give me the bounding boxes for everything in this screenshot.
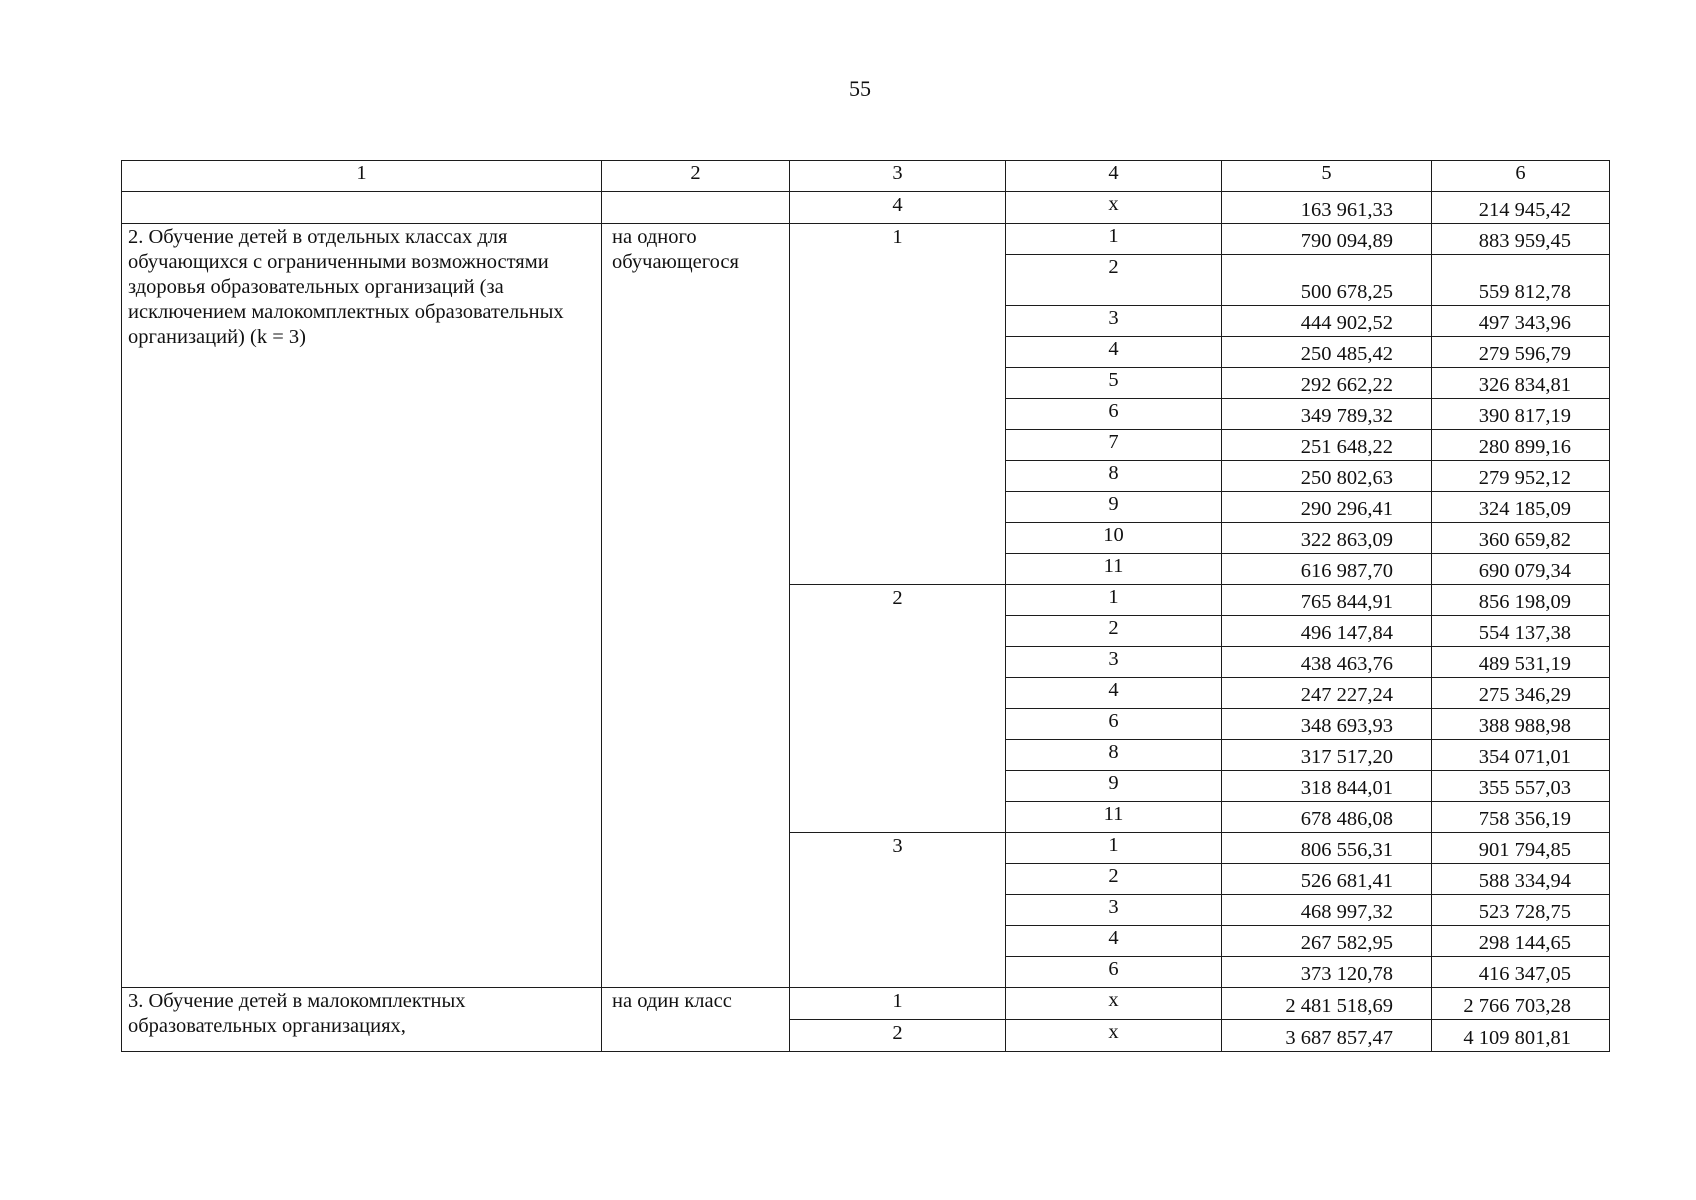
level-cell: 2 (790, 585, 1006, 833)
header-cell: 6 (1432, 161, 1610, 192)
header-cell: 4 (1006, 161, 1222, 192)
value-col6: 554 137,38 (1432, 616, 1610, 647)
section2-title: 2. Обучение детей в отдельных классах для обучающихся с ограниченными возможностями здоровья образовательных организаций (за исключением малокомплектных образовательных организаций) (k = 3) (122, 224, 602, 988)
grade-cell: x (1006, 192, 1222, 224)
grade-cell: 1 (1006, 833, 1222, 864)
value-col6: 4 109 801,81 (1432, 1020, 1610, 1052)
value-col5: 322 863,09 (1222, 523, 1432, 554)
table-row (122, 988, 1610, 1020)
value-col6: 559 812,78 (1432, 255, 1610, 306)
value-col6: 355 557,03 (1432, 771, 1610, 802)
value-col5: 373 120,78 (1222, 957, 1432, 988)
grade-cell: 8 (1006, 461, 1222, 492)
grade-cell: 3 (1006, 895, 1222, 926)
value-col5: 247 227,24 (1222, 678, 1432, 709)
grade-cell: 11 (1006, 802, 1222, 833)
value-col5: 500 678,25 (1222, 255, 1432, 306)
level-cell: 1 (790, 988, 1006, 1020)
level-cell: 1 (790, 224, 1006, 585)
grade-cell: 3 (1006, 647, 1222, 678)
value-col5: 292 662,22 (1222, 368, 1432, 399)
value-col6: 326 834,81 (1432, 368, 1610, 399)
level-cell: 2 (790, 1020, 1006, 1052)
grade-cell: 9 (1006, 771, 1222, 802)
section3-unit: на один класс (602, 988, 790, 1052)
value-col6: 214 945,42 (1432, 192, 1610, 224)
value-col6: 416 347,05 (1432, 957, 1610, 988)
value-col6: 901 794,85 (1432, 833, 1610, 864)
grade-cell: 6 (1006, 957, 1222, 988)
value-col5: 250 802,63 (1222, 461, 1432, 492)
value-col5: 250 485,42 (1222, 337, 1432, 368)
grade-cell: x (1006, 988, 1222, 1020)
value-col6: 354 071,01 (1432, 740, 1610, 771)
grade-cell: 5 (1006, 368, 1222, 399)
grade-cell: 2 (1006, 616, 1222, 647)
value-col5: 267 582,95 (1222, 926, 1432, 957)
table-row (122, 224, 1610, 255)
header-cell: 1 (122, 161, 602, 192)
grade-cell: 1 (1006, 585, 1222, 616)
value-col5: 2 481 518,69 (1222, 988, 1432, 1020)
value-col5: 444 902,52 (1222, 306, 1432, 337)
grade-cell: 8 (1006, 740, 1222, 771)
value-col6: 883 959,45 (1432, 224, 1610, 255)
section3-title: 3. Обучение детей в малокомплектных образовательных организациях, (122, 988, 602, 1052)
value-col5: 496 147,84 (1222, 616, 1432, 647)
grade-cell: 7 (1006, 430, 1222, 461)
grade-cell: 1 (1006, 224, 1222, 255)
header-cell: 2 (602, 161, 790, 192)
grade-cell: 3 (1006, 306, 1222, 337)
page-number: 55 (849, 76, 871, 101)
value-col6: 758 356,19 (1432, 802, 1610, 833)
value-col5: 251 648,22 (1222, 430, 1432, 461)
value-col6: 588 334,94 (1432, 864, 1610, 895)
grade-cell: 6 (1006, 399, 1222, 430)
grade-cell: 4 (1006, 926, 1222, 957)
empty-cell (602, 192, 790, 224)
value-col6: 2 766 703,28 (1432, 988, 1610, 1020)
grade-cell: 6 (1006, 709, 1222, 740)
value-col5: 616 987,70 (1222, 554, 1432, 585)
grade-cell: 9 (1006, 492, 1222, 523)
value-col5: 806 556,31 (1222, 833, 1432, 864)
empty-cell (122, 192, 602, 224)
value-col6: 497 343,96 (1432, 306, 1610, 337)
value-col5: 290 296,41 (1222, 492, 1432, 523)
value-col5: 468 997,32 (1222, 895, 1432, 926)
value-col5: 765 844,91 (1222, 585, 1432, 616)
section2-unit: на одного обучающегося (602, 224, 790, 988)
value-col6: 275 346,29 (1432, 678, 1610, 709)
grade-cell: 11 (1006, 554, 1222, 585)
value-col6: 489 531,19 (1432, 647, 1610, 678)
value-col6: 388 988,98 (1432, 709, 1610, 740)
grade-cell: 10 (1006, 523, 1222, 554)
grade-cell: 2 (1006, 864, 1222, 895)
value-col6: 390 817,19 (1432, 399, 1610, 430)
value-col6: 298 144,65 (1432, 926, 1610, 957)
value-col5: 348 693,93 (1222, 709, 1432, 740)
carry-over-row (122, 192, 1610, 224)
value-col5: 318 844,01 (1222, 771, 1432, 802)
grade-cell: x (1006, 1020, 1222, 1052)
value-col5: 678 486,08 (1222, 802, 1432, 833)
value-col6: 280 899,16 (1432, 430, 1610, 461)
value-col5: 163 961,33 (1222, 192, 1432, 224)
grade-cell: 4 (1006, 678, 1222, 709)
header-cell: 5 (1222, 161, 1432, 192)
value-col6: 523 728,75 (1432, 895, 1610, 926)
grade-cell: 2 (1006, 255, 1222, 306)
value-col5: 438 463,76 (1222, 647, 1432, 678)
header-row (122, 161, 1610, 192)
value-col6: 279 596,79 (1432, 337, 1610, 368)
value-col5: 349 789,32 (1222, 399, 1432, 430)
value-col6: 690 079,34 (1432, 554, 1610, 585)
grade-cell: 4 (1006, 337, 1222, 368)
value-col5: 3 687 857,47 (1222, 1020, 1432, 1052)
value-col6: 279 952,12 (1432, 461, 1610, 492)
value-col6: 360 659,82 (1432, 523, 1610, 554)
value-col5: 790 094,89 (1222, 224, 1432, 255)
value-col6: 324 185,09 (1432, 492, 1610, 523)
value-col5: 317 517,20 (1222, 740, 1432, 771)
value-col6: 856 198,09 (1432, 585, 1610, 616)
tariff-table (121, 160, 1610, 1052)
level-cell: 3 (790, 833, 1006, 988)
header-cell: 3 (790, 161, 1006, 192)
level-cell: 4 (790, 192, 1006, 224)
value-col5: 526 681,41 (1222, 864, 1432, 895)
